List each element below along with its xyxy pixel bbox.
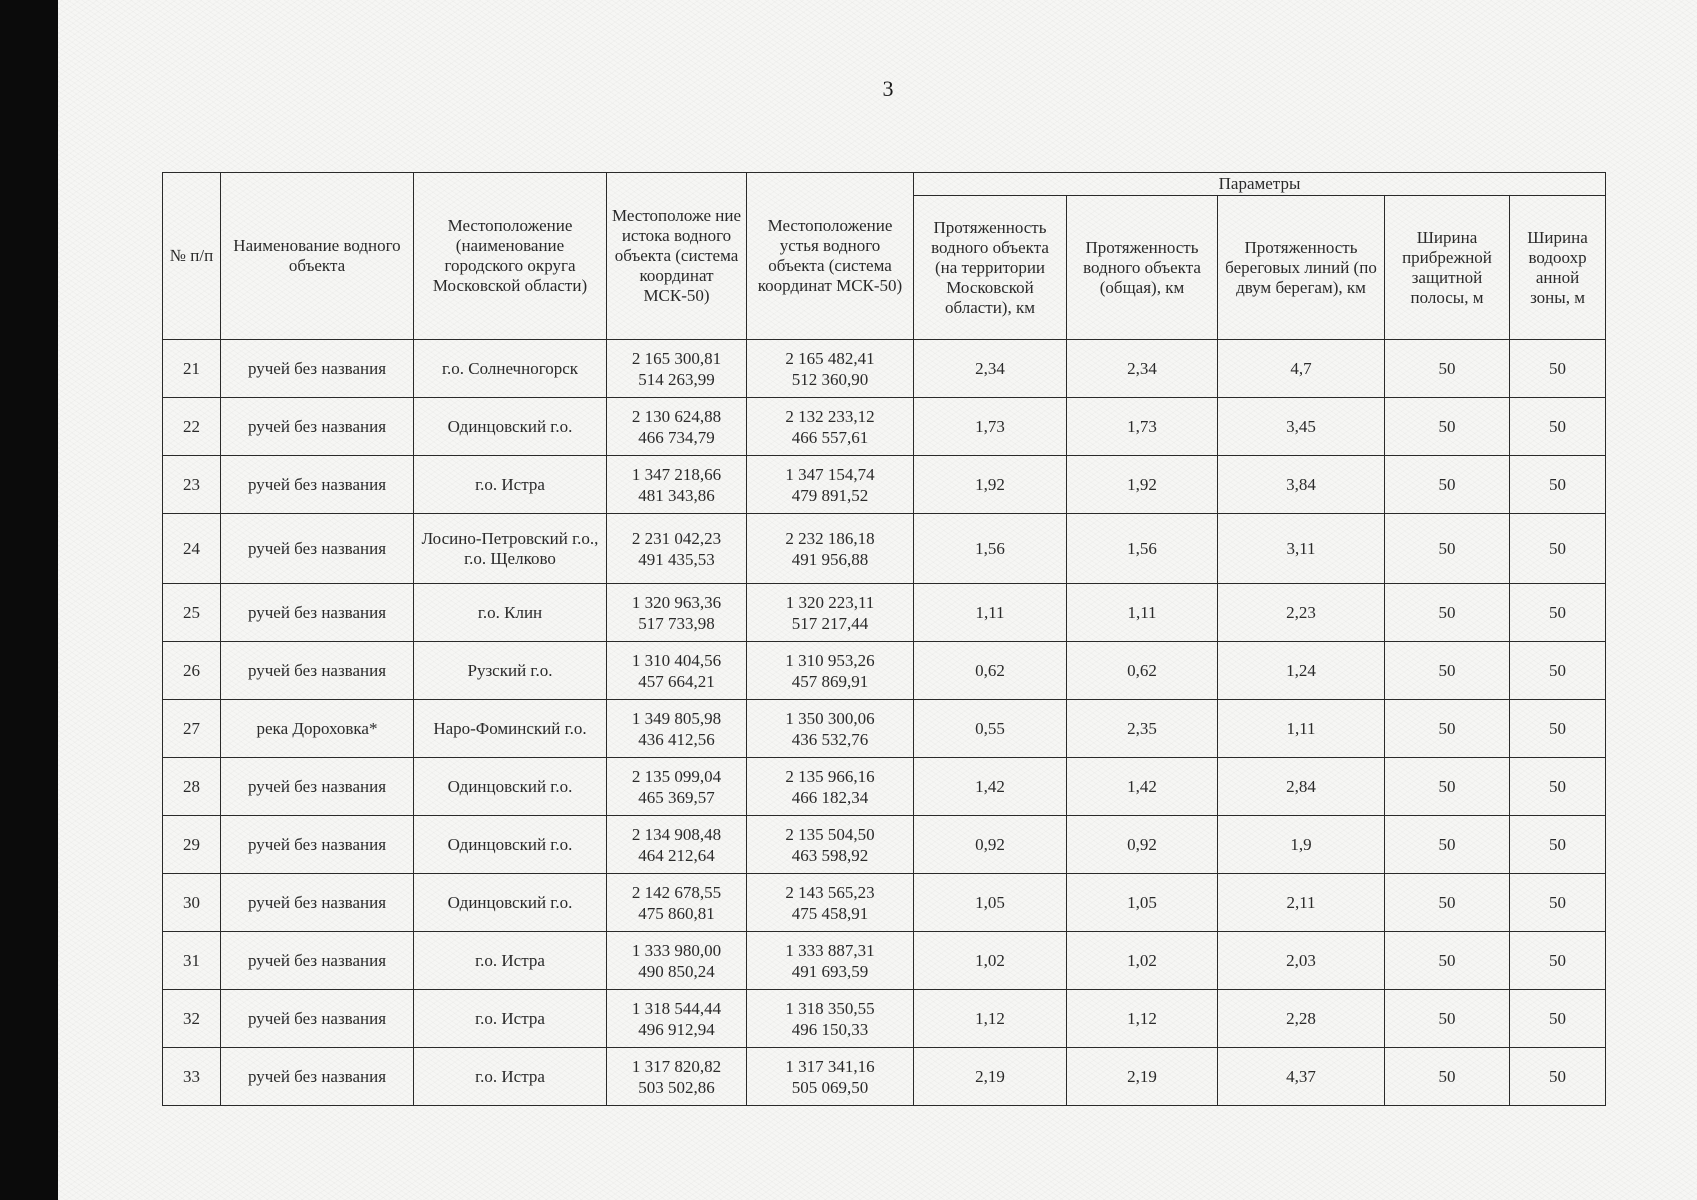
cell-name: ручей без названия <box>221 642 414 700</box>
cell-source-coords <box>607 514 747 584</box>
cell-water-zone-width: 50 <box>1510 700 1606 758</box>
cell-mouth-coords <box>747 816 914 874</box>
cell-mouth-coords <box>747 990 914 1048</box>
cell-length-total: 2,34 <box>1067 340 1218 398</box>
cell-coastal-width: 50 <box>1385 456 1510 514</box>
cell-mouth-coords-x: 1 320 223,11 <box>785 592 875 612</box>
cell-source-coords-x: 1 317 820,82 <box>631 1056 722 1076</box>
cell-mouth-coords <box>747 758 914 816</box>
header-location: Местоположение (наименование городского округа Московской области) <box>414 173 607 340</box>
header-params: Параметры <box>914 173 1606 196</box>
cell-mouth-coords-y: 491 693,59 <box>791 961 869 981</box>
cell-num: 21 <box>163 340 221 398</box>
page-number: 3 <box>882 76 894 101</box>
cell-source-coords-y: 466 734,79 <box>638 427 715 447</box>
table-body <box>163 340 1606 1106</box>
cell-coastal-width: 50 <box>1385 398 1510 456</box>
cell-num: 32 <box>163 990 221 1048</box>
cell-water-zone-width: 50 <box>1510 398 1606 456</box>
cell-source-coords-y: 496 912,94 <box>638 1019 715 1039</box>
cell-location: г.о. Истра <box>414 990 607 1048</box>
cell-coastal-width: 50 <box>1385 700 1510 758</box>
cell-length-region: 1,11 <box>914 584 1067 642</box>
cell-mouth-coords-x: 1 317 341,16 <box>785 1056 875 1076</box>
cell-mouth-coords <box>747 340 914 398</box>
cell-num: 24 <box>163 514 221 584</box>
header-mouth: Местоположение устья водного объекта (система координат МСК-50) <box>747 173 914 340</box>
cell-mouth-coords-y: 505 069,50 <box>791 1077 869 1097</box>
table-row <box>163 816 1606 874</box>
cell-mouth-coords <box>747 514 914 584</box>
header-length-total: Протяженность водного объекта (общая), км <box>1067 196 1218 340</box>
cell-source-coords-x: 2 165 300,81 <box>631 348 722 368</box>
cell-shore-length: 3,11 <box>1218 514 1385 584</box>
cell-num: 31 <box>163 932 221 990</box>
cell-location: Одинцовский г.о. <box>414 816 607 874</box>
table-row <box>163 932 1606 990</box>
table-row <box>163 398 1606 456</box>
table-row <box>163 700 1606 758</box>
cell-mouth-coords-x: 1 333 887,31 <box>785 940 875 960</box>
cell-location: г.о. Солнечногорск <box>414 340 607 398</box>
table-row <box>163 1048 1606 1106</box>
table-row <box>163 874 1606 932</box>
cell-shore-length: 3,45 <box>1218 398 1385 456</box>
header-num: № п/п <box>163 173 221 340</box>
cell-source-coords-x: 1 320 963,36 <box>631 592 722 612</box>
water-objects-table <box>162 172 1606 1106</box>
header-length-region: Протяженность водного объекта (на территории Московской области), км <box>914 196 1067 340</box>
cell-mouth-coords-x: 2 135 966,16 <box>785 766 875 786</box>
cell-num: 26 <box>163 642 221 700</box>
cell-location: Лосино-Петровский г.о., г.о. Щелково <box>414 514 607 584</box>
cell-length-region: 1,12 <box>914 990 1067 1048</box>
cell-num: 27 <box>163 700 221 758</box>
cell-source-coords-x: 1 347 218,66 <box>631 464 722 484</box>
cell-mouth-coords <box>747 642 914 700</box>
cell-mouth-coords-y: 475 458,91 <box>791 903 869 923</box>
cell-water-zone-width: 50 <box>1510 758 1606 816</box>
cell-source-coords-x: 2 135 099,04 <box>631 766 722 786</box>
cell-water-zone-width: 50 <box>1510 816 1606 874</box>
cell-water-zone-width: 50 <box>1510 990 1606 1048</box>
cell-source-coords <box>607 932 747 990</box>
cell-source-coords-x: 1 333 980,00 <box>631 940 722 960</box>
cell-source-coords <box>607 758 747 816</box>
cell-source-coords-y: 517 733,98 <box>638 613 715 633</box>
cell-water-zone-width: 50 <box>1510 1048 1606 1106</box>
cell-mouth-coords-x: 1 310 953,26 <box>785 650 875 670</box>
cell-num: 33 <box>163 1048 221 1106</box>
header-name: Наименование водного объекта <box>221 173 414 340</box>
cell-num: 25 <box>163 584 221 642</box>
cell-name: ручей без названия <box>221 758 414 816</box>
cell-shore-length: 4,7 <box>1218 340 1385 398</box>
cell-length-total: 2,35 <box>1067 700 1218 758</box>
cell-source-coords-y: 465 369,57 <box>638 787 715 807</box>
cell-length-total: 1,05 <box>1067 874 1218 932</box>
cell-mouth-coords <box>747 700 914 758</box>
cell-coastal-width: 50 <box>1385 874 1510 932</box>
cell-length-region: 0,55 <box>914 700 1067 758</box>
cell-source-coords-y: 436 412,56 <box>638 729 715 749</box>
cell-shore-length: 3,84 <box>1218 456 1385 514</box>
cell-source-coords <box>607 456 747 514</box>
cell-shore-length: 1,24 <box>1218 642 1385 700</box>
cell-num: 30 <box>163 874 221 932</box>
cell-length-region: 2,34 <box>914 340 1067 398</box>
cell-mouth-coords-y: 466 557,61 <box>791 427 869 447</box>
cell-length-total: 1,73 <box>1067 398 1218 456</box>
cell-coastal-width: 50 <box>1385 990 1510 1048</box>
header-source: Местоположе ние истока водного объекта (система координат МСК-50) <box>607 173 747 340</box>
cell-source-coords <box>607 642 747 700</box>
cell-shore-length: 1,9 <box>1218 816 1385 874</box>
cell-source-coords <box>607 340 747 398</box>
cell-mouth-coords-y: 512 360,90 <box>791 369 869 389</box>
cell-name: ручей без названия <box>221 874 414 932</box>
cell-shore-length: 1,11 <box>1218 700 1385 758</box>
cell-source-coords <box>607 816 747 874</box>
cell-source-coords-y: 464 212,64 <box>638 845 715 865</box>
cell-source-coords-x: 2 130 624,88 <box>631 406 722 426</box>
cell-length-region: 1,42 <box>914 758 1067 816</box>
cell-location: г.о. Клин <box>414 584 607 642</box>
table-row <box>163 340 1606 398</box>
cell-length-region: 0,92 <box>914 816 1067 874</box>
cell-name: ручей без названия <box>221 340 414 398</box>
cell-water-zone-width: 50 <box>1510 642 1606 700</box>
cell-length-total: 1,12 <box>1067 990 1218 1048</box>
cell-coastal-width: 50 <box>1385 584 1510 642</box>
cell-shore-length: 2,11 <box>1218 874 1385 932</box>
cell-location: Наро-Фоминский г.о. <box>414 700 607 758</box>
cell-mouth-coords <box>747 932 914 990</box>
cell-mouth-coords-x: 1 350 300,06 <box>785 708 875 728</box>
cell-water-zone-width: 50 <box>1510 932 1606 990</box>
cell-length-region: 1,05 <box>914 874 1067 932</box>
cell-mouth-coords-y: 491 956,88 <box>791 549 869 569</box>
header-coastal-width: Ширина прибрежной защитной полосы, м <box>1385 196 1510 340</box>
cell-shore-length: 2,28 <box>1218 990 1385 1048</box>
cell-source-coords <box>607 700 747 758</box>
cell-source-coords-y: 475 860,81 <box>638 903 715 923</box>
scan-edge <box>0 0 58 1200</box>
cell-length-region: 1,92 <box>914 456 1067 514</box>
cell-mouth-coords-x: 2 232 186,18 <box>785 528 875 548</box>
cell-length-region: 1,56 <box>914 514 1067 584</box>
cell-mouth-coords-x: 2 165 482,41 <box>785 348 875 368</box>
cell-length-total: 1,11 <box>1067 584 1218 642</box>
cell-length-total: 1,42 <box>1067 758 1218 816</box>
cell-mouth-coords <box>747 456 914 514</box>
cell-coastal-width: 50 <box>1385 1048 1510 1106</box>
cell-name: ручей без названия <box>221 1048 414 1106</box>
cell-source-coords <box>607 1048 747 1106</box>
cell-water-zone-width: 50 <box>1510 514 1606 584</box>
cell-location: Одинцовский г.о. <box>414 874 607 932</box>
cell-num: 28 <box>163 758 221 816</box>
table-row <box>163 642 1606 700</box>
cell-coastal-width: 50 <box>1385 932 1510 990</box>
header-water-zone-width: Ширина водоохр анной зоны, м <box>1510 196 1606 340</box>
table-row <box>163 758 1606 816</box>
cell-shore-length: 2,84 <box>1218 758 1385 816</box>
cell-mouth-coords-y: 457 869,91 <box>791 671 869 691</box>
cell-source-coords-y: 490 850,24 <box>638 961 715 981</box>
cell-mouth-coords-x: 1 347 154,74 <box>785 464 875 484</box>
cell-length-total: 1,92 <box>1067 456 1218 514</box>
cell-name: ручей без названия <box>221 456 414 514</box>
cell-location: Одинцовский г.о. <box>414 758 607 816</box>
cell-source-coords-x: 2 231 042,23 <box>631 528 722 548</box>
cell-source-coords <box>607 990 747 1048</box>
table-row <box>163 990 1606 1048</box>
cell-source-coords-y: 514 263,99 <box>638 369 715 389</box>
cell-length-total: 0,62 <box>1067 642 1218 700</box>
cell-length-total: 0,92 <box>1067 816 1218 874</box>
cell-shore-length: 2,23 <box>1218 584 1385 642</box>
cell-mouth-coords-y: 463 598,92 <box>791 845 869 865</box>
cell-num: 29 <box>163 816 221 874</box>
cell-mouth-coords <box>747 398 914 456</box>
table-row <box>163 584 1606 642</box>
cell-water-zone-width: 50 <box>1510 874 1606 932</box>
cell-source-coords-y: 481 343,86 <box>638 485 715 505</box>
cell-source-coords-x: 1 310 404,56 <box>631 650 722 670</box>
cell-mouth-coords-y: 466 182,34 <box>791 787 869 807</box>
table-row <box>163 456 1606 514</box>
cell-source-coords <box>607 584 747 642</box>
table-row <box>163 514 1606 584</box>
header-shore-length: Протяженность береговых линий (по двум берегам), км <box>1218 196 1385 340</box>
cell-mouth-coords-y: 496 150,33 <box>791 1019 869 1039</box>
cell-location: Рузский г.о. <box>414 642 607 700</box>
cell-source-coords <box>607 398 747 456</box>
cell-location: г.о. Истра <box>414 932 607 990</box>
cell-mouth-coords <box>747 1048 914 1106</box>
cell-water-zone-width: 50 <box>1510 584 1606 642</box>
cell-name: ручей без названия <box>221 932 414 990</box>
cell-coastal-width: 50 <box>1385 758 1510 816</box>
cell-source-coords-x: 2 134 908,48 <box>631 824 722 844</box>
cell-source-coords-y: 457 664,21 <box>638 671 715 691</box>
cell-source-coords-x: 1 318 544,44 <box>631 998 722 1018</box>
cell-name: ручей без названия <box>221 990 414 1048</box>
cell-length-total: 1,02 <box>1067 932 1218 990</box>
cell-mouth-coords-y: 517 217,44 <box>791 613 869 633</box>
cell-water-zone-width: 50 <box>1510 456 1606 514</box>
cell-mouth-coords-x: 2 135 504,50 <box>785 824 875 844</box>
cell-name: ручей без названия <box>221 514 414 584</box>
cell-mouth-coords-y: 436 532,76 <box>791 729 869 749</box>
cell-length-region: 2,19 <box>914 1048 1067 1106</box>
cell-length-region: 1,73 <box>914 398 1067 456</box>
cell-name: ручей без названия <box>221 584 414 642</box>
cell-shore-length: 2,03 <box>1218 932 1385 990</box>
cell-location: г.о. Истра <box>414 456 607 514</box>
cell-mouth-coords-x: 2 143 565,23 <box>785 882 875 902</box>
cell-coastal-width: 50 <box>1385 642 1510 700</box>
cell-source-coords-x: 2 142 678,55 <box>631 882 722 902</box>
cell-coastal-width: 50 <box>1385 514 1510 584</box>
cell-name: река Дороховка* <box>221 700 414 758</box>
cell-length-region: 0,62 <box>914 642 1067 700</box>
cell-source-coords <box>607 874 747 932</box>
cell-length-total: 1,56 <box>1067 514 1218 584</box>
cell-num: 23 <box>163 456 221 514</box>
cell-mouth-coords-y: 479 891,52 <box>791 485 869 505</box>
cell-location: г.о. Истра <box>414 1048 607 1106</box>
cell-location: Одинцовский г.о. <box>414 398 607 456</box>
cell-mouth-coords <box>747 874 914 932</box>
cell-mouth-coords-x: 2 132 233,12 <box>785 406 875 426</box>
cell-length-total: 2,19 <box>1067 1048 1218 1106</box>
cell-source-coords-y: 491 435,53 <box>638 549 715 569</box>
cell-source-coords-x: 1 349 805,98 <box>631 708 722 728</box>
cell-name: ручей без названия <box>221 816 414 874</box>
cell-mouth-coords <box>747 584 914 642</box>
cell-name: ручей без названия <box>221 398 414 456</box>
cell-water-zone-width: 50 <box>1510 340 1606 398</box>
cell-num: 22 <box>163 398 221 456</box>
cell-coastal-width: 50 <box>1385 816 1510 874</box>
cell-source-coords-y: 503 502,86 <box>638 1077 715 1097</box>
cell-shore-length: 4,37 <box>1218 1048 1385 1106</box>
cell-length-region: 1,02 <box>914 932 1067 990</box>
cell-mouth-coords-x: 1 318 350,55 <box>785 998 875 1018</box>
cell-coastal-width: 50 <box>1385 340 1510 398</box>
